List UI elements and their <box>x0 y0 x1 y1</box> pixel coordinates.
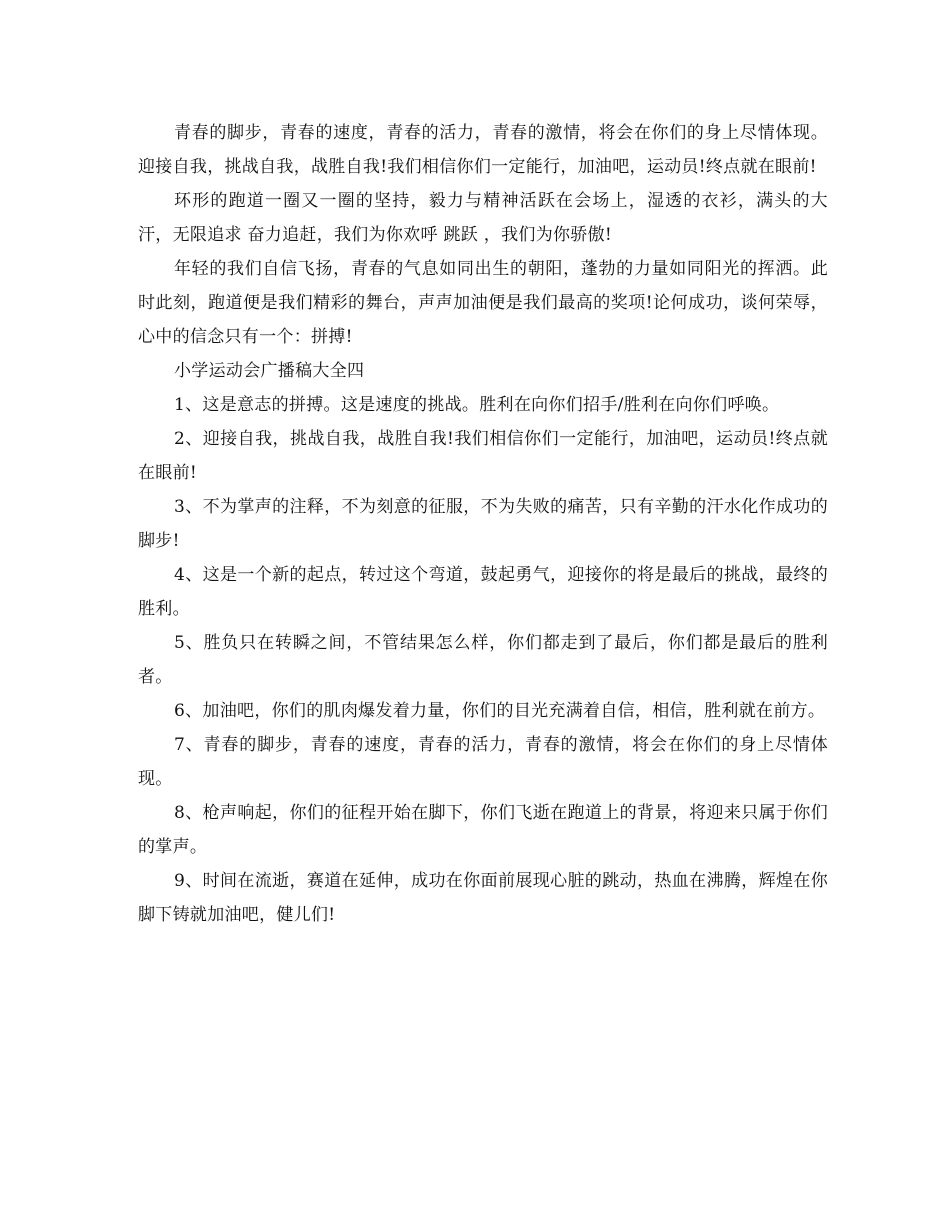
list-item-6: 6、加油吧，你们的肌肉爆发着力量，你们的目光充满着自信，相信，胜利就在前方。 <box>174 701 826 721</box>
list-item-9: 9、时间在流逝，赛道在延伸，成功在你面前展现心脏的跳动，热血在沸腾，辉煌在你脚下铸就加油吧，健儿们! <box>138 871 828 925</box>
list-item-2: 2、迎接自我，挑战自我，战胜自我!我们相信你们一定能行，加油吧，运动员!终点就在眼前! <box>138 429 828 483</box>
paragraph-1: 青春的脚步，青春的速度，青春的活力，青春的激情，将会在你们的身上尽情体现。迎接自我，挑战自我，战胜自我!我们相信你们一定能行，加油吧，运动员!终点就在眼前! <box>138 123 828 177</box>
section-heading: 小学运动会广播稿大全四 <box>174 361 365 381</box>
paragraph-2: 环形的跑道一圈又一圈的坚持，毅力与精神活跃在会场上，湿透的衣衫，满头的大汗，无限追求 奋力追赶，我们为你欢呼 跳跃 ，我们为你骄傲! <box>138 191 828 245</box>
list-item-7: 7、青春的脚步，青春的速度，青春的活力，青春的激情，将会在你们的身上尽情体现。 <box>138 735 828 789</box>
list-item-3: 3、不为掌声的注释，不为刻意的征服，不为失败的痛苦，只有辛勤的汗水化作成功的脚步! <box>138 497 828 551</box>
list-item-8: 8、枪声响起，你们的征程开始在脚下，你们飞逝在跑道上的背景，将迎来只属于你们的掌声。 <box>138 803 828 857</box>
list-item-4: 4、这是一个新的起点，转过这个弯道，鼓起勇气，迎接你的将是最后的挑战，最终的胜利。 <box>138 565 828 619</box>
paragraph-3: 年轻的我们自信飞扬，青春的气息如同出生的朝阳，蓬勃的力量如同阳光的挥洒。此时此刻，跑道便是我们精彩的舞台，声声加油便是我们最高的奖项!论何成功，谈何荣辱，心中的信念只有一个：拼搏! <box>138 259 828 347</box>
document-body <box>138 116 828 932</box>
list-item-1: 1、这是意志的拼搏。这是速度的挑战。胜利在向你们招手/胜利在向你们呼唤。 <box>174 395 780 415</box>
list-item-5: 5、胜负只在转瞬之间，不管结果怎么样，你们都走到了最后，你们都是最后的胜利者。 <box>138 633 828 687</box>
